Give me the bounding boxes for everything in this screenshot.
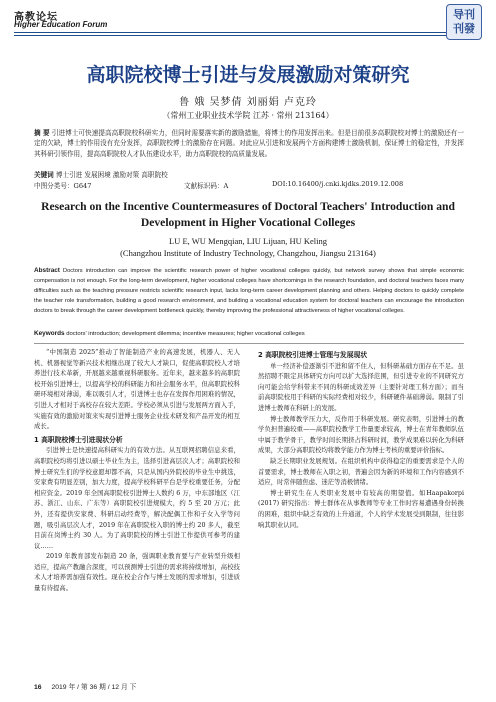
section-2-paragraph-4: 博士研究生在人类职业发展中有较高的期望值。如Haapakorpi (2017) 研究指出：博士群体在从事教师等专业工作时容易遭遇身份转换的困难，组织中缺乏有效的上升通道，个人的学术发展受到限制，往往影响其职业认同。 bbox=[258, 489, 464, 529]
body-column-left bbox=[34, 348, 240, 595]
body-column-right bbox=[258, 348, 464, 531]
keywords-en-label: Keywords bbox=[34, 330, 65, 337]
issue-info: 2019 年 / 第 36 期 / 12 月 下 bbox=[51, 684, 137, 691]
section-1-paragraph-1: 引进博士是快速提高科研实力的有效方法。从互联网招聘信息来看，高职院校均将引进以硕士毕业生为主，选择引进高层次人才；高职院校和博士研究生们的学校意愿却都不高，只是从国内外院校的毕业生中挑选，安家费有明显差别，加大力度，提高学校科研平台是学校重要任务，分配相应资金。2019 年全国高职院校引进博士人数约 6 万，中东部地区（江苏、浙江、山东、广东等）高职院校引进规模大，约 5 至 20 万元；此外，还有提供安家费、科研启动经费等，解决配偶工作和子女入学等问题，吸引高层次人才，2019 年在高职院校入职的博士约 20 多人，截至目前在岗博士约 30 人。为了高职院校的博士引进工作提供可参考的建议…… bbox=[34, 447, 240, 550]
keywords-cn-text: 博士引进 发展困境 激励对策 高职院校 bbox=[55, 171, 168, 179]
authors-cn: 鲁 娥 吴梦倩 刘丽娟 卢克玲 bbox=[179, 97, 317, 108]
section-2-paragraph-1: 单一经济补偿逐渐引不进和留不住人，但科研基础方面存在不足。虽然招聘不限定具体研究方向可以扩大选择范围，但引进专业的不同研究方向可能会给学科带来不同的科研成效差异（主要针对理工科方面）；而当前高职院校用于科研的实际经费相对较少，科研硬件基础薄弱。限制了引进博士教师在科研上的发展。 bbox=[258, 362, 464, 412]
affiliation-cn: （常州工业职业技术学院 江苏 · 常州 213164） bbox=[162, 111, 334, 120]
authors-en: LU E, WU Mengqian, LIU Lijuan, HU Keling bbox=[168, 236, 327, 246]
abstract-cn-label: 摘 要 bbox=[34, 129, 50, 137]
abstract-cn-text: 引进博士可快速提高高职院校科研实力，但同时需要落实新的激励措施，将博士的作用发挥出来。但是目前很多高职院校对博士的激励还有一定的欠缺，博士的作用没有充分发挥，高职院校博士的激励存在问题。对此应从引进和发展两个方面构建博士激励机制，保证博士的稳定性，并发挥其科研引领作用，提高高职院校人才队伍建设水平，助力高职院校的高质量发展。 bbox=[34, 129, 464, 158]
section-heading-2: 2 高职院校引进博士管理与发展现状 bbox=[258, 351, 368, 359]
section-2-paragraph-3: 缺乏长期职业发展规划。在组织机构中获得稳定的重要需求是个人的首要需求，博士教师在入职之初，普遍会因为新的环境和工作内容感到不适应，时常伴随焦虑、迷茫等消极情绪。 bbox=[258, 457, 464, 487]
document-code: 文献标识码：A bbox=[184, 182, 229, 190]
abstract-en-text: Doctors introduction can improve the scientific research power of higher vocational colleges quickly, but network survey shows that simple economic compensation is not enough. For the long-term development, higher vocational colleges have shortcomings in the research foundation, and doctoral teachers faces many difficulties such as the teaching pressure restricts scientific research input, lacks long-term career development planning and others. Helping doctors to quickly complete the teacher role transformation, building a good research environment, and building a vocational education system for doctoral teachers can encourage the introduction doctors to break through the career development bottleneck quickly, thereby improving the professional attractiveness of higher vocational colleges. bbox=[34, 268, 464, 314]
page-number: 16 bbox=[34, 684, 42, 691]
article-title-cn: 高职院校博士引进与发展激励对策研究 bbox=[86, 64, 410, 86]
page-footer bbox=[34, 681, 136, 691]
keywords-cn-label: 关键词 bbox=[34, 171, 54, 179]
section-2-paragraph-2: 博士教师教学压力大，反作用于科研发展。研究表明，引进博士的教学负担普遍较重——高职院校教学工作量要求较高，博士在青年教师队伍中属于教学骨干，教学时间长期挤占科研时间，教学成果难以转化为科研成果，大部分高职院校均将教学能力作为博士考核的重要评价指标。 bbox=[258, 415, 464, 455]
abstract-en-label: Abstract bbox=[34, 267, 60, 274]
affiliation-en: (Changzhou Institute of Industry Technology, Changzhou, Jiangsu 213164) bbox=[120, 248, 376, 258]
doi[interactable]: DOI:10.16400/j.cnki.kjdks.2019.12.008 bbox=[272, 180, 404, 188]
header-rule-thin bbox=[14, 35, 454, 36]
header-rule bbox=[14, 32, 482, 33]
keywords-en-text: doctors' introduction; development dilemma; incentive measures; higher vocational colleges bbox=[66, 331, 305, 337]
section-1-paragraph-2: 2019 年教育部发布制造 20 条，强调职业教育要与产业转型升级相适应，提高产教融合深度，可以预测博士引进的需求将持续增加，高校技术人才培养需加强有效性。现在校企合作与博士发展的需求增加，引进质量有待提高。 bbox=[34, 553, 240, 593]
keywords-en bbox=[34, 330, 464, 337]
section-heading-1: 1 高职院校博士引进现状分析 bbox=[34, 435, 123, 444]
logo-line-1: 导刊 bbox=[453, 8, 475, 21]
section-divider bbox=[34, 343, 464, 344]
logo-line-2: 刊發 bbox=[453, 22, 475, 35]
journal-name-cn: 高教论坛 bbox=[14, 12, 58, 23]
abstract-cn bbox=[34, 128, 464, 159]
article-title-en: Research on the Incentive Countermeasures of Doctoral Teachers' Introduction and Development in Higher Vocational Colleges bbox=[41, 200, 455, 229]
clc-number: 中图分类号：G647 bbox=[34, 182, 92, 190]
keywords-cn bbox=[34, 169, 464, 179]
journal-name-en: Higher Education Forum bbox=[14, 20, 108, 29]
abstract-en bbox=[34, 266, 464, 317]
intro-paragraph: “中国制造 2025”推动了智能制造产业的高速发展，机器人、无人机、机器视觉等新兴技术相继出现了较大人才缺口，促使高职院校人才培养进行技术革新，开展越来越重视科研服务。近年来，越来越多的高职院校开始引进博士，以提高学校的科研能力和社会服务水平，但高职院校科研环境相对薄弱，难以吸引人才，引进博士也存在发挥作用困难的情况，引进人才相对于高校存在较大差距。学校必须从引进与发展两方面入手，实施有效的激励对策来实现引进博士服务企业技术研发和产品开发的相互成长。 bbox=[34, 349, 240, 431]
journal-logo-icon bbox=[446, 4, 482, 40]
